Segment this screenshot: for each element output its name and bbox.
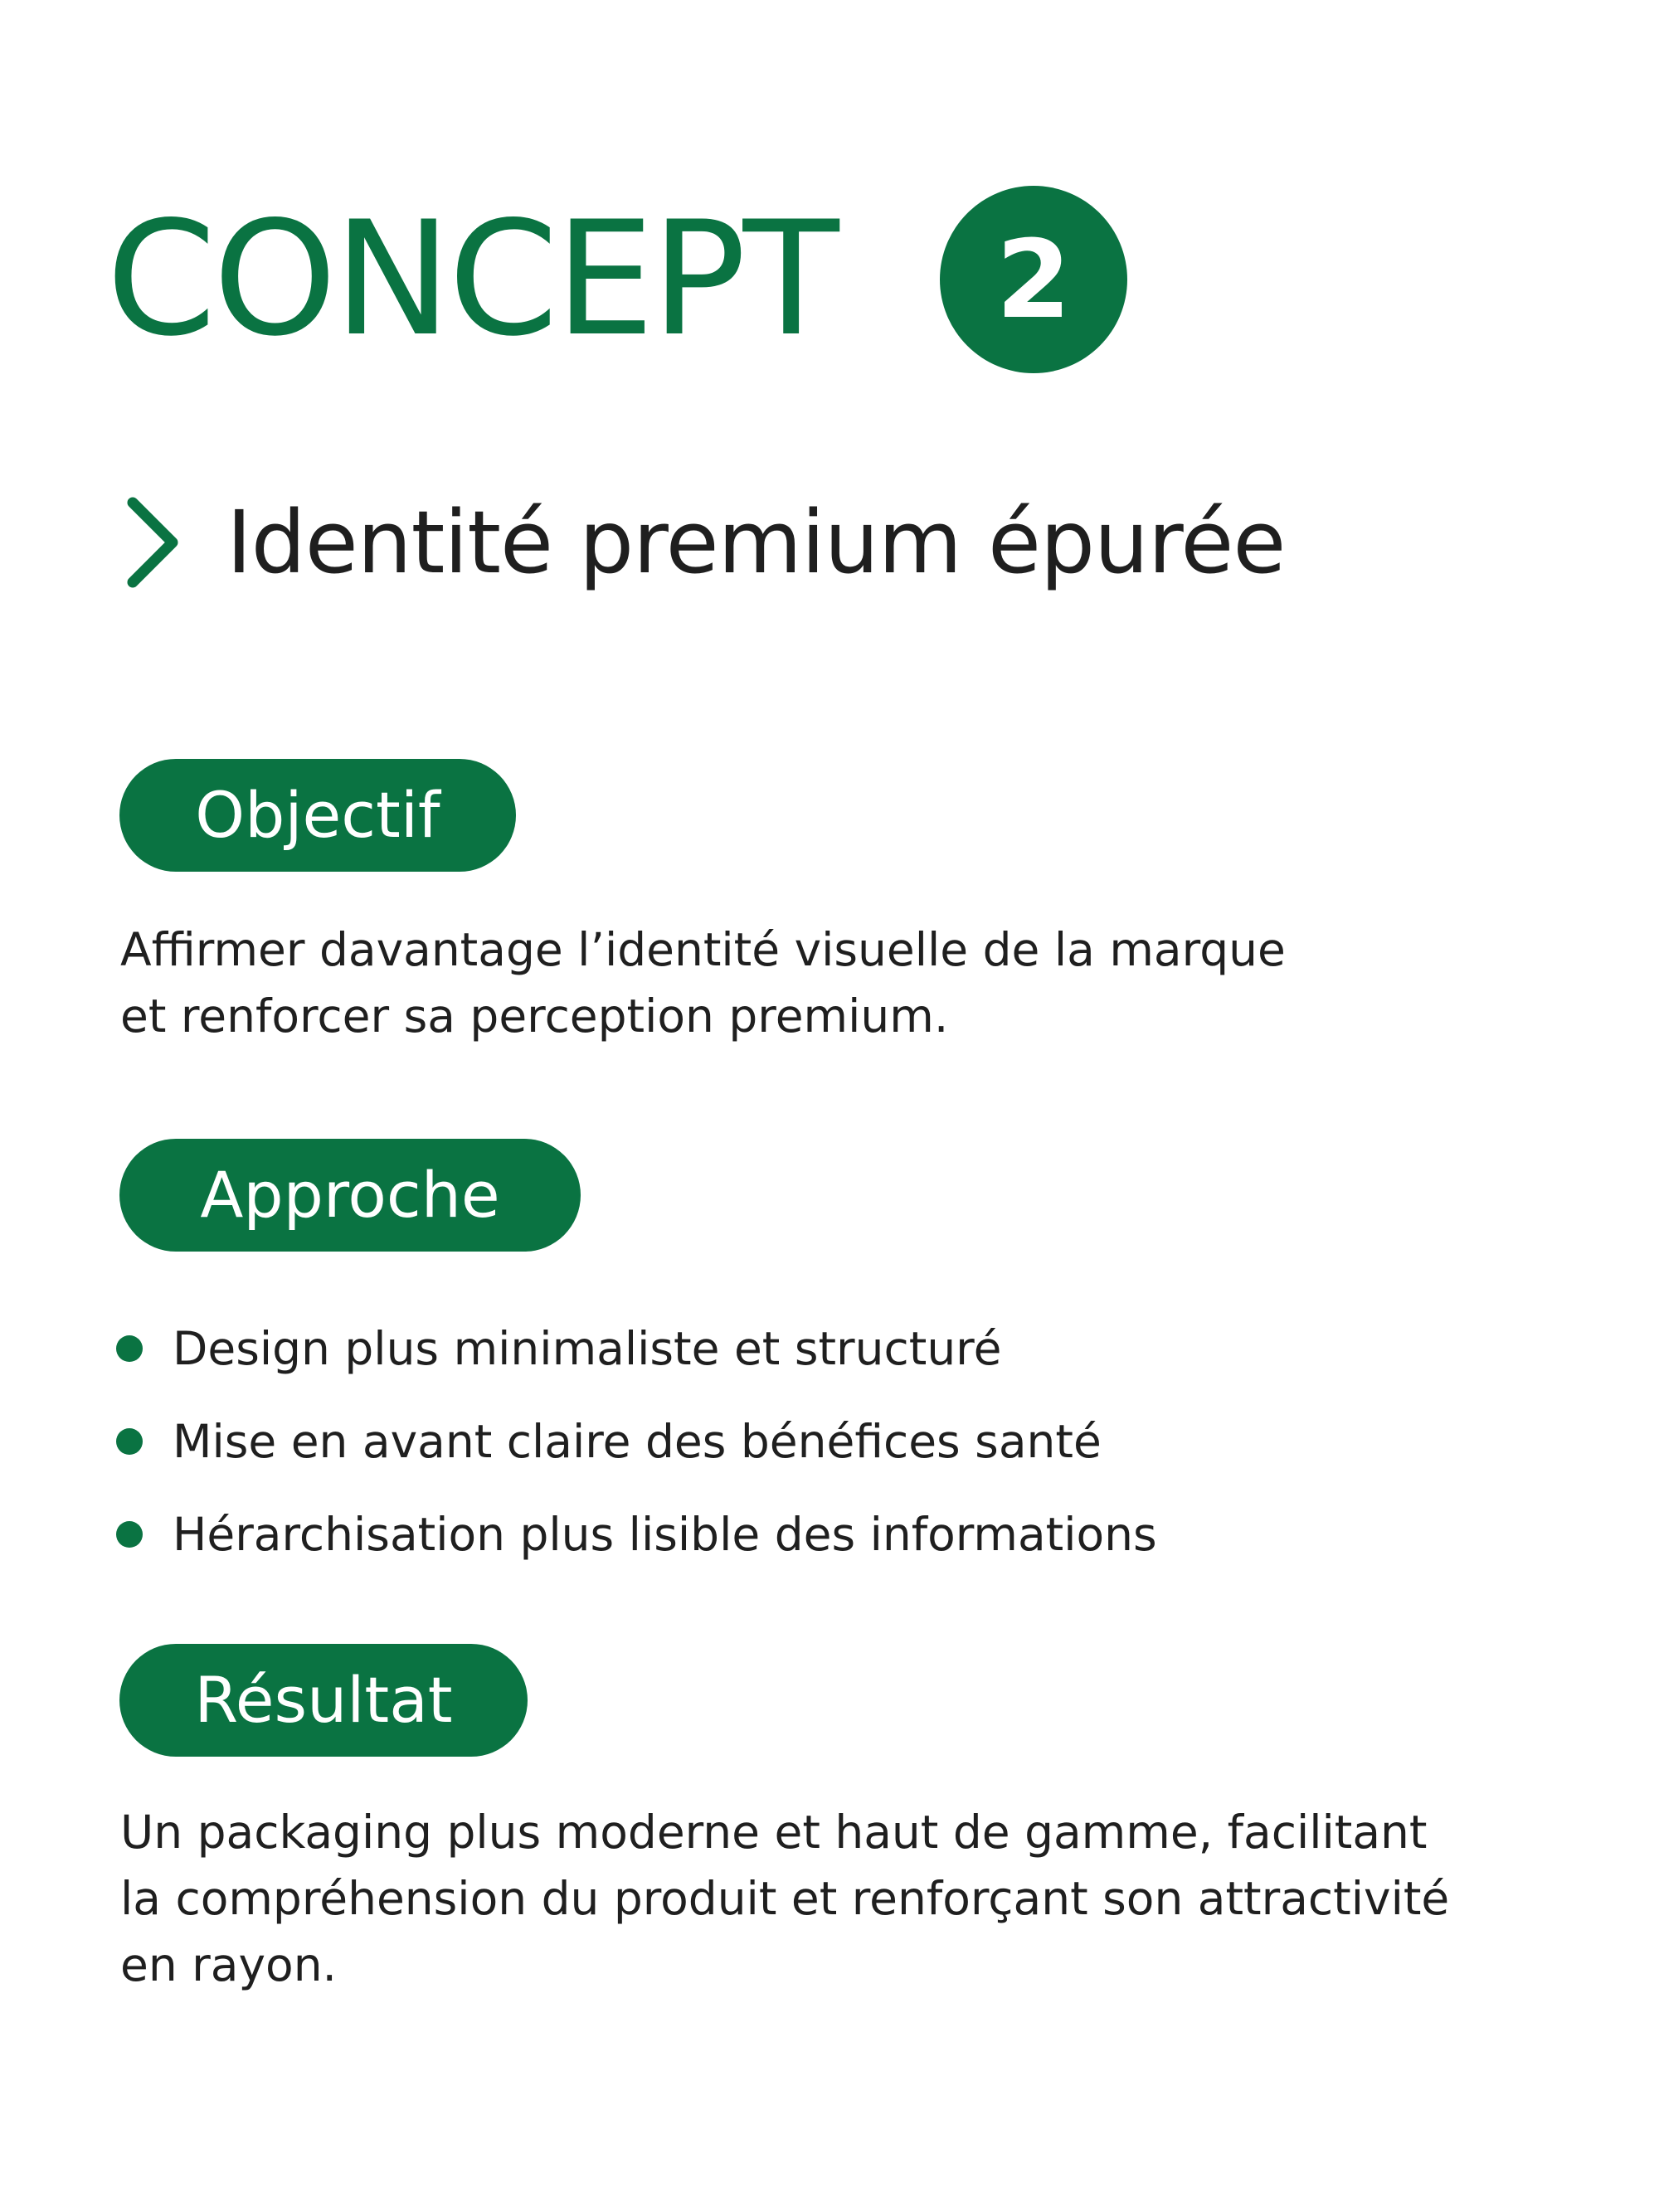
resultat-badge: Résultat	[119, 1644, 528, 1757]
subtitle-text: Identité premium épurée	[226, 492, 1286, 593]
resultat-line: Un packaging plus moderne et haut de gamme, facilitant	[120, 1806, 1428, 1859]
bullet-item	[116, 1302, 1157, 1395]
bullet-text: Mise en avant claire des bénéfices santé	[173, 1414, 1102, 1468]
objectif-paragraph	[120, 916, 1286, 1049]
bullet-text: Design plus minimaliste et structuré	[173, 1321, 1002, 1375]
objectif-badge: Objectif	[119, 759, 516, 872]
bullet-text: Hérarchisation plus lisible des informations	[173, 1507, 1157, 1561]
chevron-right-icon	[124, 496, 181, 589]
bullet-dot-icon	[116, 1335, 143, 1362]
bullet-dot-icon	[116, 1428, 143, 1455]
bullet-dot-icon	[116, 1521, 143, 1548]
subtitle-row	[124, 492, 1286, 593]
page-title: CONCEPT	[106, 187, 836, 371]
resultat-line: la compréhension du produit et renforçant son attractivité	[120, 1872, 1450, 1925]
resultat-paragraph	[120, 1799, 1449, 1998]
approche-bullet-list	[116, 1302, 1157, 1581]
objectif-line: et renforcer sa perception premium.	[120, 989, 949, 1043]
bullet-item	[116, 1488, 1157, 1581]
bullet-item	[116, 1395, 1157, 1488]
resultat-line: en rayon.	[120, 1938, 338, 1991]
title-row	[106, 184, 836, 375]
approche-badge: Approche	[119, 1139, 581, 1252]
concept-number-badge: 2	[940, 186, 1127, 373]
objectif-line: Affirmer davantage l’identité visuelle de la marque	[120, 923, 1286, 976]
